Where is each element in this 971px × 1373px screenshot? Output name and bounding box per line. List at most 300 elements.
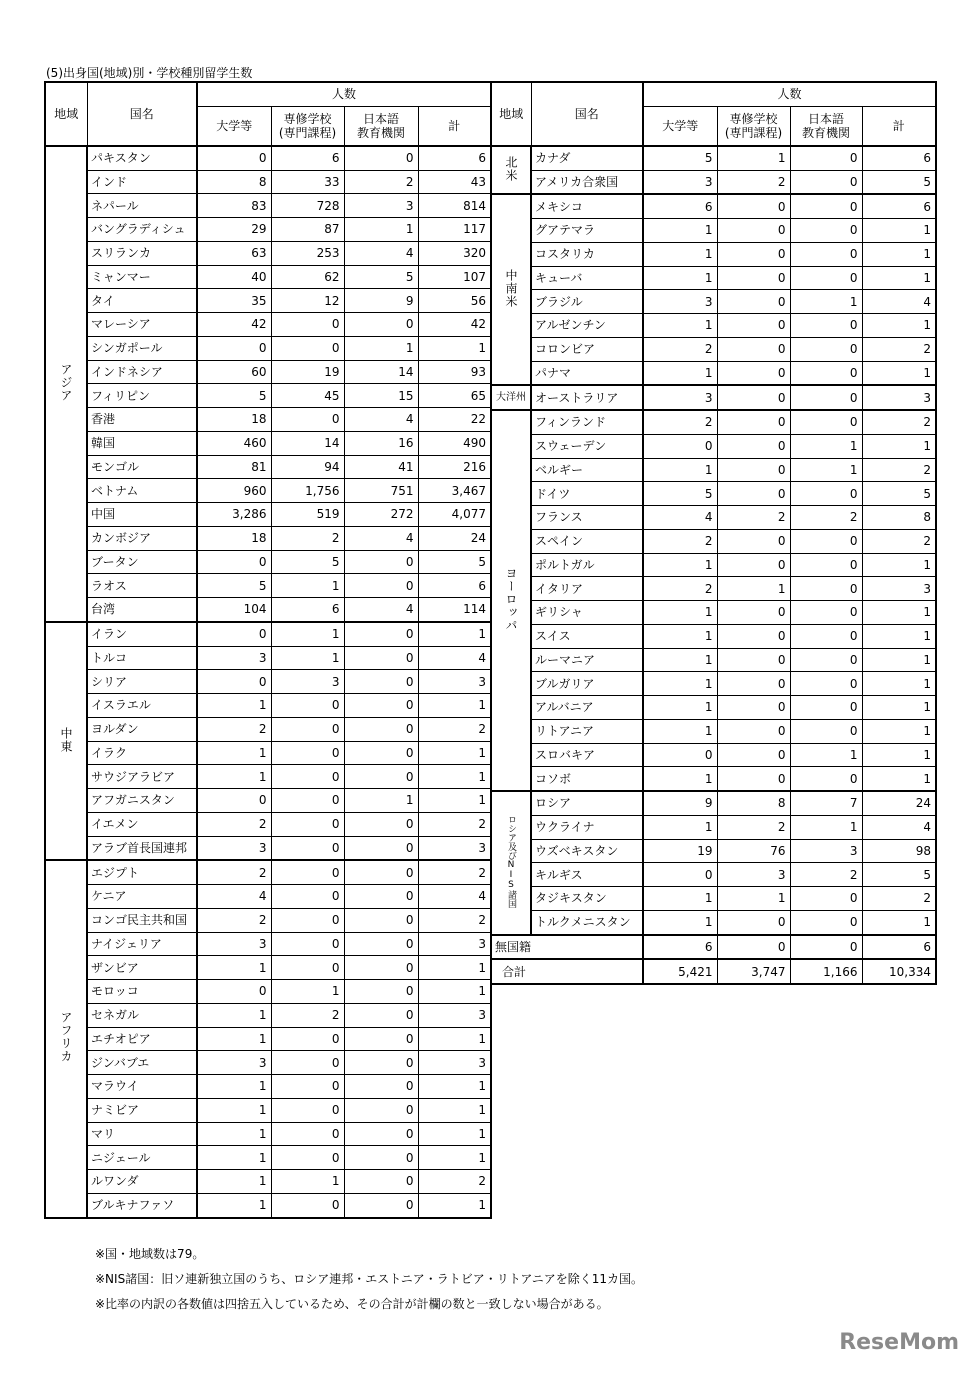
value-cell: 1 — [862, 648, 936, 672]
value-cell: 1 — [643, 910, 717, 934]
table-row — [45, 836, 491, 860]
value-cell: 0 — [790, 337, 862, 361]
country-name: ヨルダン — [87, 717, 197, 741]
value-cell: 60 — [197, 360, 271, 384]
country-name: ニジェール — [87, 1146, 197, 1170]
value-cell: 1,756 — [271, 479, 344, 503]
value-cell: 0 — [271, 765, 344, 789]
value-cell: 0 — [344, 1003, 418, 1027]
value-cell: 0 — [344, 932, 418, 956]
value-cell: 0 — [271, 1193, 344, 1217]
value-cell: 0 — [717, 242, 790, 266]
country-name: グアテマラ — [531, 219, 643, 243]
value-cell: 1 — [271, 622, 344, 646]
value-cell: 104 — [197, 598, 271, 622]
table-row — [45, 860, 491, 884]
value-cell: 6 — [862, 935, 936, 960]
table-row — [491, 767, 936, 791]
value-cell: 1 — [643, 219, 717, 243]
value-cell: 1 — [862, 696, 936, 720]
value-cell: 1 — [643, 553, 717, 577]
value-cell: 1 — [643, 719, 717, 743]
value-cell: 1 — [862, 553, 936, 577]
value-cell: 1 — [271, 646, 344, 670]
value-cell: 0 — [717, 743, 790, 767]
value-cell: 6 — [643, 935, 717, 960]
country-name: スロバキア — [531, 743, 643, 767]
value-cell: 2 — [197, 908, 271, 932]
header-count: 人数 — [197, 82, 491, 106]
value-cell: 42 — [197, 313, 271, 337]
country-name: ネパール — [87, 194, 197, 218]
value-cell: 35 — [197, 289, 271, 313]
value-cell: 1 — [418, 980, 491, 1004]
region-cell — [491, 410, 531, 791]
value-cell: 1 — [643, 361, 717, 385]
value-cell: 0 — [344, 1027, 418, 1051]
table-row — [45, 622, 491, 646]
value-cell: 1 — [643, 266, 717, 290]
country-name: ブルキナファソ — [87, 1193, 197, 1217]
value-cell: 0 — [344, 1122, 418, 1146]
value-cell: 0 — [790, 314, 862, 338]
region-label: ヨーロッパ — [504, 566, 518, 632]
value-cell: 4 — [862, 290, 936, 314]
country-name: インドネシア — [87, 360, 197, 384]
value-cell: 0 — [790, 887, 862, 911]
header-total: 計 — [418, 106, 491, 146]
country-name: ラオス — [87, 574, 197, 598]
country-name: オーストラリア — [531, 385, 643, 410]
value-cell: 1 — [717, 146, 790, 170]
value-cell: 2 — [717, 506, 790, 530]
value-cell: 3 — [197, 646, 271, 670]
value-cell: 0 — [717, 672, 790, 696]
country-name: 韓国 — [87, 431, 197, 455]
value-cell: 0 — [344, 956, 418, 980]
value-cell: 1 — [418, 789, 491, 813]
value-cell: 2 — [717, 815, 790, 839]
country-name: イラク — [87, 741, 197, 765]
value-cell: 2 — [643, 529, 717, 553]
header-row — [45, 82, 491, 106]
value-cell: 0 — [271, 1122, 344, 1146]
value-cell: 40 — [197, 265, 271, 289]
table-row — [45, 360, 491, 384]
value-cell: 0 — [717, 361, 790, 385]
left-table — [44, 81, 492, 1219]
table-row — [45, 646, 491, 670]
country-name: フランス — [531, 506, 643, 530]
value-cell: 3 — [344, 194, 418, 218]
table-row — [45, 598, 491, 622]
value-cell: 2 — [197, 812, 271, 836]
value-cell: 0 — [344, 1075, 418, 1099]
value-cell: 0 — [717, 314, 790, 338]
value-cell: 0 — [344, 146, 418, 170]
value-cell: 18 — [197, 408, 271, 432]
country-name: アフガニスタン — [87, 789, 197, 813]
value-cell: 0 — [344, 885, 418, 909]
value-cell: 3,286 — [197, 503, 271, 527]
value-cell: 1 — [862, 361, 936, 385]
table-row — [45, 1122, 491, 1146]
country-name: ドイツ — [531, 482, 643, 506]
value-cell: 460 — [197, 431, 271, 455]
value-cell: 114 — [418, 598, 491, 622]
region-label: 大洋州 — [496, 391, 526, 403]
table-row — [45, 431, 491, 455]
value-cell: 1 — [643, 696, 717, 720]
table-row — [45, 1098, 491, 1122]
value-cell: 0 — [271, 717, 344, 741]
table-row — [491, 361, 936, 385]
value-cell: 0 — [271, 812, 344, 836]
country-name: エジプト — [87, 860, 197, 884]
country-name: コソボ — [531, 767, 643, 791]
value-cell: 0 — [197, 550, 271, 574]
value-cell: 8 — [717, 791, 790, 815]
value-cell: 3 — [418, 1051, 491, 1075]
table-row — [491, 719, 936, 743]
country-name: シリア — [87, 670, 197, 694]
country-name: ブルガリア — [531, 672, 643, 696]
value-cell: 0 — [271, 1146, 344, 1170]
value-cell: 1 — [643, 815, 717, 839]
value-cell: 0 — [717, 385, 790, 410]
table-row — [45, 313, 491, 337]
value-cell: 1 — [643, 887, 717, 911]
value-cell: 0 — [271, 1027, 344, 1051]
value-cell: 0 — [271, 694, 344, 718]
table-row — [491, 410, 936, 434]
value-cell: 4 — [344, 408, 418, 432]
value-cell: 1 — [418, 741, 491, 765]
value-cell: 0 — [344, 1193, 418, 1217]
value-cell: 0 — [790, 910, 862, 934]
country-name: キューバ — [531, 266, 643, 290]
value-cell: 0 — [717, 434, 790, 458]
country-name: スリランカ — [87, 241, 197, 265]
country-name: サウジアラビア — [87, 765, 197, 789]
country-name: パナマ — [531, 361, 643, 385]
stateless-label: 無国籍 — [491, 935, 643, 960]
table-row — [45, 336, 491, 360]
value-cell: 45 — [271, 384, 344, 408]
region-label: 中東 — [59, 726, 73, 753]
value-cell: 8 — [197, 170, 271, 194]
value-cell: 1 — [643, 767, 717, 791]
value-cell: 0 — [271, 313, 344, 337]
country-name: モロッコ — [87, 980, 197, 1004]
value-cell: 0 — [344, 860, 418, 884]
value-cell: 63 — [197, 241, 271, 265]
country-name: モンゴル — [87, 455, 197, 479]
value-cell: 1 — [790, 434, 862, 458]
value-cell: 3 — [197, 836, 271, 860]
value-cell: 4 — [197, 885, 271, 909]
value-cell: 3 — [643, 170, 717, 194]
table-row — [45, 1027, 491, 1051]
value-cell: 2 — [271, 526, 344, 550]
value-cell: 5 — [271, 550, 344, 574]
table-row — [491, 458, 936, 482]
table-row — [45, 526, 491, 550]
value-cell: 0 — [643, 434, 717, 458]
value-cell: 0 — [344, 622, 418, 646]
value-cell: 0 — [717, 458, 790, 482]
value-cell: 0 — [344, 1098, 418, 1122]
value-cell: 0 — [717, 910, 790, 934]
table-row — [45, 812, 491, 836]
value-cell: 0 — [790, 482, 862, 506]
value-cell: 2 — [418, 1170, 491, 1194]
value-cell: 4 — [344, 598, 418, 622]
value-cell: 1 — [197, 1003, 271, 1027]
table-row — [45, 503, 491, 527]
region-cell — [491, 194, 531, 385]
value-cell: 1 — [862, 266, 936, 290]
header-senshu: 専修学校 (専門課程) — [271, 106, 344, 146]
value-cell: 1 — [418, 1146, 491, 1170]
value-cell: 7 — [790, 791, 862, 815]
value-cell: 1 — [418, 1193, 491, 1217]
value-cell: 0 — [271, 1051, 344, 1075]
value-cell: 0 — [344, 836, 418, 860]
value-cell: 1 — [197, 1122, 271, 1146]
value-cell: 2 — [790, 863, 862, 887]
header-nihongo: 日本語 教育機関 — [790, 106, 862, 146]
value-cell: 24 — [862, 791, 936, 815]
table-row — [45, 194, 491, 218]
value-cell: 2 — [418, 812, 491, 836]
table-row — [491, 194, 936, 218]
value-cell: 1 — [643, 242, 717, 266]
value-cell: 1 — [418, 956, 491, 980]
value-cell: 814 — [418, 194, 491, 218]
country-name: ブラジル — [531, 290, 643, 314]
value-cell: 98 — [862, 839, 936, 863]
country-name: フィンランド — [531, 410, 643, 434]
table-row — [491, 529, 936, 553]
value-cell: 0 — [717, 219, 790, 243]
value-cell: 1 — [271, 574, 344, 598]
table-row — [45, 384, 491, 408]
table-row — [491, 219, 936, 243]
value-cell: 0 — [271, 789, 344, 813]
region-label: 北米 — [504, 155, 518, 182]
value-cell: 1 — [790, 290, 862, 314]
table-row — [491, 482, 936, 506]
value-cell: 1 — [790, 458, 862, 482]
country-name: 台湾 — [87, 598, 197, 622]
value-cell: 0 — [344, 717, 418, 741]
value-cell: 0 — [790, 577, 862, 601]
value-cell: 42 — [418, 313, 491, 337]
grand_total-label: 合計 — [491, 959, 643, 984]
value-cell: 0 — [717, 601, 790, 625]
value-cell: 960 — [197, 479, 271, 503]
value-cell: 0 — [344, 646, 418, 670]
table-row — [491, 601, 936, 625]
value-cell: 1 — [271, 980, 344, 1004]
value-cell: 2 — [197, 860, 271, 884]
value-cell: 0 — [717, 696, 790, 720]
value-cell: 0 — [344, 908, 418, 932]
value-cell: 1 — [862, 910, 936, 934]
country-name: コロンビア — [531, 337, 643, 361]
watermark-logo: ReseMom — [839, 1330, 959, 1355]
header-univ: 大学等 — [197, 106, 271, 146]
value-cell: 5,421 — [643, 959, 717, 984]
country-name: トルクメニスタン — [531, 910, 643, 934]
value-cell: 1 — [197, 765, 271, 789]
value-cell: 519 — [271, 503, 344, 527]
value-cell: 0 — [790, 410, 862, 434]
value-cell: 5 — [862, 482, 936, 506]
country-name: 香港 — [87, 408, 197, 432]
value-cell: 6 — [862, 194, 936, 218]
value-cell: 2 — [862, 529, 936, 553]
country-name: ルーマニア — [531, 648, 643, 672]
value-cell: 1 — [418, 336, 491, 360]
table-row — [491, 577, 936, 601]
value-cell: 5 — [643, 482, 717, 506]
value-cell: 5 — [862, 170, 936, 194]
table-row — [45, 694, 491, 718]
country-name: ミャンマー — [87, 265, 197, 289]
value-cell: 6 — [862, 146, 936, 170]
value-cell: 0 — [790, 385, 862, 410]
value-cell: 0 — [344, 980, 418, 1004]
value-cell: 0 — [717, 337, 790, 361]
value-cell: 3 — [643, 290, 717, 314]
value-cell: 41 — [344, 455, 418, 479]
value-cell: 107 — [418, 265, 491, 289]
table-row — [491, 815, 936, 839]
value-cell: 1 — [418, 765, 491, 789]
value-cell: 3 — [717, 863, 790, 887]
table-row — [491, 863, 936, 887]
note: ※国・地域数は79。 — [95, 1247, 205, 1261]
country-name: イエメン — [87, 812, 197, 836]
value-cell: 2 — [418, 860, 491, 884]
value-cell: 1 — [862, 242, 936, 266]
value-cell: 3,747 — [717, 959, 790, 984]
value-cell: 0 — [790, 601, 862, 625]
value-cell: 2 — [790, 506, 862, 530]
value-cell: 29 — [197, 218, 271, 242]
country-name: アメリカ合衆国 — [531, 170, 643, 194]
value-cell: 0 — [717, 266, 790, 290]
value-cell: 2 — [643, 337, 717, 361]
table-row — [45, 289, 491, 313]
table-row — [491, 290, 936, 314]
value-cell: 4 — [418, 885, 491, 909]
table-row — [491, 648, 936, 672]
value-cell: 14 — [271, 431, 344, 455]
value-cell: 320 — [418, 241, 491, 265]
value-cell: 1 — [862, 743, 936, 767]
value-cell: 0 — [197, 789, 271, 813]
value-cell: 0 — [643, 863, 717, 887]
value-cell: 5 — [197, 574, 271, 598]
value-cell: 1 — [862, 219, 936, 243]
value-cell: 3 — [197, 932, 271, 956]
value-cell: 0 — [271, 336, 344, 360]
region-cell — [491, 385, 531, 410]
value-cell: 4 — [862, 815, 936, 839]
header-country: 国名 — [531, 82, 643, 146]
country-name: タジキスタン — [531, 887, 643, 911]
table-row — [45, 455, 491, 479]
value-cell: 0 — [344, 1051, 418, 1075]
table-row — [491, 385, 936, 410]
value-cell: 751 — [344, 479, 418, 503]
value-cell: 1 — [717, 887, 790, 911]
value-cell: 3 — [862, 577, 936, 601]
value-cell: 0 — [271, 1075, 344, 1099]
value-cell: 3 — [643, 385, 717, 410]
table-row — [45, 265, 491, 289]
value-cell: 1 — [643, 648, 717, 672]
value-cell: 216 — [418, 455, 491, 479]
grand_total-row — [491, 959, 936, 984]
value-cell: 0 — [717, 648, 790, 672]
value-cell: 4 — [643, 506, 717, 530]
value-cell: 1 — [862, 767, 936, 791]
value-cell: 0 — [790, 719, 862, 743]
country-name: パキスタン — [87, 146, 197, 170]
table-row — [45, 1051, 491, 1075]
value-cell: 1 — [344, 336, 418, 360]
region-label: アジア — [59, 362, 73, 402]
value-cell: 728 — [271, 194, 344, 218]
value-cell: 8 — [862, 506, 936, 530]
value-cell: 3 — [418, 1003, 491, 1027]
value-cell: 0 — [271, 1098, 344, 1122]
country-name: メキシコ — [531, 194, 643, 218]
value-cell: 2 — [862, 458, 936, 482]
country-name: タイ — [87, 289, 197, 313]
value-cell: 76 — [717, 839, 790, 863]
table-row — [491, 337, 936, 361]
header-country: 国名 — [87, 82, 197, 146]
country-name: カンボジア — [87, 526, 197, 550]
country-name: コスタリカ — [531, 242, 643, 266]
country-name: フィリピン — [87, 384, 197, 408]
value-cell: 1 — [862, 314, 936, 338]
value-cell: 81 — [197, 455, 271, 479]
value-cell: 0 — [271, 885, 344, 909]
value-cell: 1 — [862, 719, 936, 743]
value-cell: 0 — [344, 694, 418, 718]
table-row — [491, 839, 936, 863]
table-title: (5)出身国(地域)別・学校種別留学生数 — [46, 66, 253, 80]
region-label: ロシア及びNIS諸国 — [506, 814, 516, 908]
value-cell: 62 — [271, 265, 344, 289]
table-row — [45, 550, 491, 574]
value-cell: 15 — [344, 384, 418, 408]
value-cell: 22 — [418, 408, 491, 432]
country-name: ポルトガル — [531, 553, 643, 577]
value-cell: 4 — [344, 241, 418, 265]
value-cell: 1 — [418, 1098, 491, 1122]
value-cell: 3 — [418, 836, 491, 860]
value-cell: 0 — [271, 408, 344, 432]
table-row — [45, 479, 491, 503]
value-cell: 0 — [344, 812, 418, 836]
